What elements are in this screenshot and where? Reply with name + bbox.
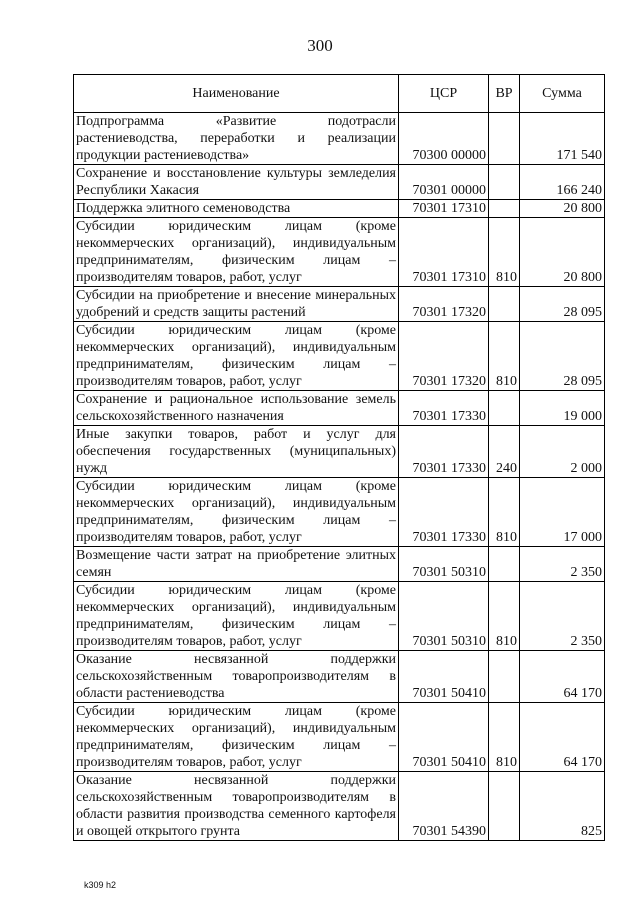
row-vr (489, 165, 520, 200)
table-row (74, 426, 605, 478)
table-row (74, 478, 605, 547)
row-sum: 19 000 (520, 391, 605, 426)
row-csr: 70301 17310 (399, 218, 489, 287)
row-sum: 20 800 (520, 200, 605, 218)
row-name: Иные закупки товаров, работ и услуг для обеспечения государственных (муниципальных) нужд (74, 426, 399, 478)
table-row (74, 200, 605, 218)
row-sum: 28 095 (520, 322, 605, 391)
row-name: Субсидии юридическим лицам (кроме некоммерческих организаций), индивидуальным предпринимателям, физическим лицам – производителям товаров, работ, услуг (74, 582, 399, 651)
row-sum: 64 170 (520, 651, 605, 703)
table-row (74, 322, 605, 391)
row-vr (489, 391, 520, 426)
row-name: Оказание несвязанной поддержки сельскохозяйственным товаропроизводителям в области развития производства семенного картофеля и овощей открытого грунта (74, 772, 399, 841)
table-row (74, 582, 605, 651)
footer-code: k309 h2 (84, 880, 117, 890)
header-name: Наименование (74, 75, 399, 113)
row-csr: 70301 17330 (399, 478, 489, 547)
row-name: Субсидии юридическим лицам (кроме некоммерческих организаций), индивидуальным предпринимателям, физическим лицам – производителям товаров, работ, услуг (74, 218, 399, 287)
row-name: Субсидии юридическим лицам (кроме некоммерческих организаций), индивидуальным предпринимателям, физическим лицам – производителям товаров, работ, услуг (74, 478, 399, 547)
row-vr: 240 (489, 426, 520, 478)
header-vr: ВР (489, 75, 520, 113)
table-row (74, 772, 605, 841)
row-vr: 810 (489, 582, 520, 651)
row-vr (489, 113, 520, 165)
row-vr (489, 200, 520, 218)
row-csr: 70301 50310 (399, 547, 489, 582)
row-sum: 17 000 (520, 478, 605, 547)
budget-table (73, 74, 605, 841)
row-csr: 70301 17310 (399, 200, 489, 218)
row-name: Возмещение части затрат на приобретение элитных семян (74, 547, 399, 582)
row-sum: 2 000 (520, 426, 605, 478)
table-row (74, 287, 605, 322)
table-row (74, 703, 605, 772)
row-csr: 70301 50410 (399, 703, 489, 772)
table-row (74, 113, 605, 165)
row-csr: 70301 17320 (399, 322, 489, 391)
row-vr: 810 (489, 218, 520, 287)
row-sum: 64 170 (520, 703, 605, 772)
row-csr: 70301 17320 (399, 287, 489, 322)
row-name: Сохранение и рациональное использование земель сельскохозяйственного назначения (74, 391, 399, 426)
row-sum: 28 095 (520, 287, 605, 322)
row-name: Оказание несвязанной поддержки сельскохозяйственным товаропроизводителям в области растениеводства (74, 651, 399, 703)
table-header-row (74, 75, 605, 113)
row-sum: 825 (520, 772, 605, 841)
row-vr: 810 (489, 322, 520, 391)
row-vr (489, 547, 520, 582)
row-sum: 171 540 (520, 113, 605, 165)
header-csr: ЦСР (399, 75, 489, 113)
row-csr: 70301 00000 (399, 165, 489, 200)
row-vr (489, 287, 520, 322)
row-sum: 166 240 (520, 165, 605, 200)
row-csr: 70301 50410 (399, 651, 489, 703)
table-row (74, 391, 605, 426)
row-name: Субсидии на приобретение и внесение минеральных удобрений и средств защиты растений (74, 287, 399, 322)
row-csr: 70300 00000 (399, 113, 489, 165)
row-csr: 70301 50310 (399, 582, 489, 651)
row-csr: 70301 17330 (399, 426, 489, 478)
row-name: Подпрограмма «Развитие подотрасли растениеводства, переработки и реализации продукции растениеводства» (74, 113, 399, 165)
row-sum: 2 350 (520, 547, 605, 582)
row-sum: 20 800 (520, 218, 605, 287)
row-name: Субсидии юридическим лицам (кроме некоммерческих организаций), индивидуальным предпринимателям, физическим лицам – производителям товаров, работ, услуг (74, 322, 399, 391)
row-vr (489, 772, 520, 841)
table-row (74, 218, 605, 287)
row-vr (489, 651, 520, 703)
row-sum: 2 350 (520, 582, 605, 651)
row-name: Поддержка элитного семеноводства (74, 200, 399, 218)
table-row (74, 165, 605, 200)
table-body (74, 113, 605, 841)
row-name: Субсидии юридическим лицам (кроме некоммерческих организаций), индивидуальным предпринимателям, физическим лицам – производителям товаров, работ, услуг (74, 703, 399, 772)
row-csr: 70301 17330 (399, 391, 489, 426)
row-csr: 70301 54390 (399, 772, 489, 841)
page-number: 300 (307, 36, 333, 55)
row-name: Сохранение и восстановление культуры земледелия Республики Хакасия (74, 165, 399, 200)
header-sum: Сумма (520, 75, 605, 113)
row-vr: 810 (489, 478, 520, 547)
row-vr: 810 (489, 703, 520, 772)
table-row (74, 651, 605, 703)
table-row (74, 547, 605, 582)
